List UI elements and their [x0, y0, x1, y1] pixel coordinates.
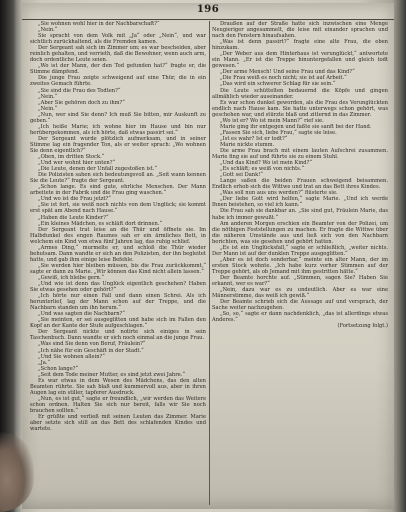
paragraph: „Gott sei Dank!“	[220, 172, 263, 179]
paragraph: „Nein.“	[38, 93, 58, 100]
paragraph: „Aber es ist doch sonderbar,“ meinte ein alter Mann, der im ersten Stock wohnte. „Ich habe kurz vorher Stimmen auf der Treppe gehört, als ob Jemand mit ihm gestritten hätte.“	[212, 256, 388, 275]
paragraph: Der Sergeant nickte und notirte sich einiges in sein Taschenbuch. Dann wandte er sich noch einmal an die junge Frau.	[30, 329, 206, 342]
paragraph: „Sie werden hier bleiben müssen, bis die Frau zurückkommt,“ sagte er dann zu Marie. „Wir können das Kind nicht allein lassen.“	[30, 262, 206, 275]
paragraph: „Nun, es ist gut,“ sagte er freundlich, „wir werden das Weitere schon ordnen. Halten Sie sich nur bereit, falls wir Sie noch brauchen sollten.“	[30, 395, 206, 414]
paragraph: Er grüßte und verließ mit seinen Leuten das Zimmer. Marie aber setzte sich still an das Bett des schlafenden Kindes und wartete.	[30, 414, 206, 433]
paragraph: „Der Weber aus dem Hinterhaus ist verunglückt,“ antwortete ein Mann. „Er ist die Treppe hinuntergefallen und gleich todt gewesen.“	[212, 51, 388, 70]
paragraph: „Sie sind die Frau des Todten?“	[38, 87, 121, 94]
paragraph: „Was soll nun aus uns werden?“ flüsterte sie.	[220, 190, 338, 197]
paragraph: „Fassen Sie sich, liebe Frau,“ sagte sie leise.	[220, 129, 337, 136]
paragraph: „Wo ist er? Wo ist mein Mann?“ rief sie.	[220, 117, 324, 124]
paragraph: Der Sergeant trat leise an die Thür und öffnete sie. Im Halbdunkel des engen Raumes sah er ein ärmliches Bett, in welchem ein Kind von etwa fünf Jahren lag, das ruhig schlief.	[30, 226, 206, 245]
paragraph: Marie ging ihr entgegen und faßte sie sanft bei der Hand.	[220, 123, 372, 130]
paragraph: „Wo ist der Mann, der den Tod gefunden hat?“ fragte er, die Stimme dämpfend.	[30, 63, 206, 76]
paragraph: Der Sergeant wurde plötzlich aufmerksam, und in seiner Stimme lag ein fragender Ton, als er weiter sprach: „Wo wohnen Sie denn eigentlich?“	[30, 135, 206, 154]
paragraph: „Das wird ein schwerer Schlag für sie sein.“	[220, 81, 336, 88]
paragraph: „So, so,“ sagte er dann nachdenklich, „das ist allerdings etwas Anderes.“	[212, 311, 388, 324]
paragraph: Sie spracht von dem Volk mit „Ja“ oder „Nein“, und war sichtlich zurückhaltend, als die Fremden kamen.	[30, 33, 206, 46]
paragraph: „Ein kleines Mädchen, es schläft dort drinnen.“	[38, 220, 163, 227]
paragraph: Der Sergeant sah sich im Zimmer um; es war bescheiden, aber reinlich gehalten, und verrieth, daß die Bewohner, wenn auch arm, doch ordentliche Leute seien.	[30, 45, 206, 64]
paragraph: „Der arme Mensch! Und seine Frau und das Kind?“	[220, 69, 355, 76]
paragraph: „Nein, dazu war es zu undeutlich. Aber es war eine Männerstimme, das weiß ich gewiß.“	[212, 287, 388, 300]
page-number: 196	[196, 4, 220, 15]
page-header	[22, 3, 394, 20]
paragraph: „Armes Ding,“ murmelte er, und schloß die Thür wieder behutsam. Dann wandte er sich an den Polizisten, der ihn begleitet hatte, und gab ihm einige leise Befehle.	[30, 244, 206, 263]
paragraph: „Schon lange. Es sind gute, ehrliche Menschen. Der Mann arbeitete in der Fabrik und die Frau ging waschen.“	[30, 184, 206, 197]
column-divider	[209, 21, 210, 505]
paragraph: „Und was sagten die Nachbarn?“	[38, 311, 125, 318]
paragraph: „Ist es wahr? Ist er todt?“	[220, 135, 288, 142]
paragraph: „Es ist ein Unglücksfall,“ sagte er schließlich, „weiter nichts. Der Mann ist auf der dunklen Treppe ausgeglitten.“	[212, 244, 388, 257]
paragraph: „Und wer wohnt hier unten?“	[38, 160, 116, 167]
paragraph: Die Leute schüttelten bedauernd die Köpfe und gingen allmählich wieder auseinander.	[212, 87, 388, 100]
paragraph: „Schon lange?“	[38, 365, 79, 372]
paragraph: Lange saßen die beiden Frauen schweigend beisammen. Endlich erhob sich die Wittwe und trat an das Bett ihres Kindes.	[212, 178, 388, 191]
paragraph: Draußen auf der Straße hatte sich inzwischen eine Menge Neugieriger angesammelt, die leise mit einander sprachen und nach den Fenstern hinaufsahen.	[212, 21, 388, 40]
paragraph: „Ich nähe für ein Geschäft in der Stadt.“	[38, 347, 144, 354]
paragraph: „Und das Kind? Wo ist mein Kind?“	[220, 160, 312, 167]
paragraph: „Was sind Sie denn von Beruf, Fräulein?“	[38, 341, 146, 348]
paragraph: „Ich heiße Marie; ich wohne hier im Hause und bin nur herübergekommen, als ich hörte, daß etwas passirt sei.“	[30, 123, 206, 136]
paragraph: „Und Sie wohnen allein?“	[38, 353, 105, 360]
paragraph: „Ich hörte nur einen Fall und dann einen Schrei. Als ich herunterlief, lag der Mann schon auf der Treppe, und die Nachbarn standen um ihn herum.“	[30, 293, 206, 312]
paragraph: Es war etwas in dem Wesen des Mädchens, das den alten Beamten rührte. Sie sah blaß und kummervoll aus, aber in ihren Augen lag ein stiller, tapferer Ausdruck.	[30, 377, 206, 396]
text-column-left	[30, 21, 206, 505]
paragraph: Die arme Frau brach mit einem lauten Aufschrei zusammen. Marie fing sie auf und führte sie zu einem Stuhl.	[212, 147, 388, 161]
paragraph: „Seit dem Tode meiner Mutter, es sind jetzt zwei Jahre.“	[38, 371, 185, 378]
paragraph: „Der liebe Gott wird helfen,“ sagte Marie. „Und ich werde Ihnen beistehen, so viel ich kann.“	[212, 196, 388, 209]
paragraph: Die Frau sah sie dankbar an. „Sie sind gut, Fräulein Marie, das habe ich immer gewußt.“	[212, 208, 388, 221]
paragraph: Es war schon dunkel geworden, als die Frau des Verunglückten endlich nach Hause kam. Sie hatte unterwegs schon gehört, was geschehen war, und stürzte blaß und zitternd in das Zimmer.	[212, 99, 388, 118]
paragraph: Der Beamte horchte auf. „Stimmen, sagen Sie? Haben Sie erkannt, wer es war?“	[212, 274, 388, 288]
paragraph: Die junge Frau zeigte schweigend auf eine Thür, die in ein zweites Gemach führte.	[30, 75, 206, 88]
paragraph: „Und wo ist die Frau jetzt?“	[38, 196, 111, 203]
paragraph: „Nun, wer sind Sie denn? Ich muß Sie bitten, mir Auskunft zu geben.“	[30, 111, 206, 124]
paragraph: Am anderen Morgen erschien ein Beamter von der Polizei, um die nöthigen Feststellungen zu machen. Er fragte die Wittwe über die näheren Umstände aus und ließ sich von den Nachbarn berichten, was sie gesehen und gehört hatten.	[212, 220, 388, 245]
paragraph: „Aber Sie gehören doch zu ihm?“	[38, 99, 125, 106]
text-column-right	[212, 21, 388, 505]
paragraph: „Gewiß, ich bleibe gern.“	[38, 274, 104, 281]
paragraph: „Die Frau weiß es noch nicht; sie ist auf Arbeit.“	[220, 75, 347, 82]
paragraph: Die Polizisten sahen sich bedeutungsvoll an. „Seit wann kennen Sie die Leute?“ fragte der Sergeant.	[30, 172, 206, 185]
paragraph: „Sie ist fort, sie weiß noch nichts von dem Unglück; sie kommt erst spät am Abend nach Hause.“	[30, 202, 206, 215]
paragraph: Marie nickte stumm.	[220, 141, 275, 148]
paragraph: „Ja.“	[38, 359, 51, 366]
paragraph: „Es schläft; es weiß von nichts.“	[220, 166, 305, 173]
paragraph: „Nein.“	[38, 27, 58, 34]
paragraph: „Oben, im dritten Stock.“	[38, 154, 105, 161]
paragraph: „Und wie ist denn das Unglück eigentlich geschehen? Haben Sie etwas gesehen oder gehört?“	[30, 281, 206, 294]
paragraph: „Die Leute, denen der Unfall zugestoßen ist.“	[38, 166, 158, 173]
paragraph: „Sie meinten, er sei ausgeglitten und habe sich im Fallen den Kopf an der Kante der Stufe aufgeschlagen.“	[30, 317, 206, 330]
paragraph: „Haben die Leute Kinder?“	[38, 214, 109, 221]
paragraph: „Nein.“	[38, 105, 58, 112]
paragraph: (Fortsetzung folgt.)	[337, 323, 388, 330]
paragraph: Der Beamte schrieb sich die Aussage auf und versprach, der Sache weiter nachzugehen.	[212, 299, 388, 312]
paragraph: „Was ist denn passirt?“ fragte eine alte Frau, die eben hinzukam.	[212, 39, 388, 52]
paragraph: „Sie wohnen wohl hier in der Nachbarschaft?“	[38, 21, 160, 27]
